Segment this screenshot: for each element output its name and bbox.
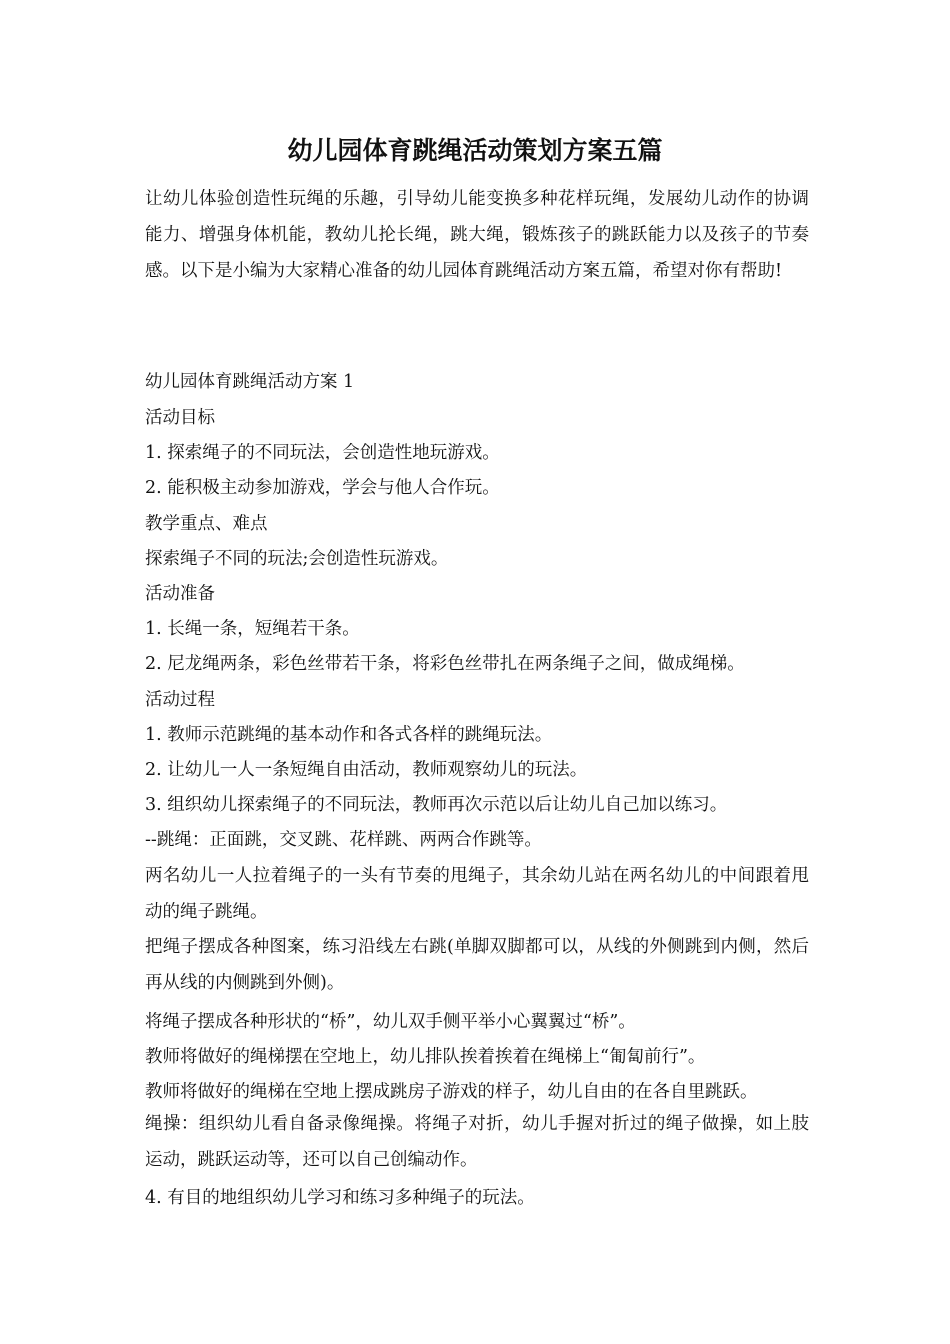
process-heading: 活动过程	[145, 690, 215, 710]
preparation-item-1: 1. 长绳一条，短绳若干条。	[145, 619, 360, 639]
goals-heading: 活动目标	[145, 408, 215, 428]
document-title: 幼儿园体育跳绳活动策划方案五篇	[287, 136, 663, 165]
section-heading: 幼儿园体育跳绳活动方案 1	[145, 372, 355, 392]
goal-item-1: 1. 探索绳子的不同玩法，会创造性地玩游戏。	[145, 443, 500, 463]
two-kids-paragraph: 两名幼儿一人拉着绳子的一头有节奏的甩绳子，其余幼儿站在两名幼儿的中间跟着甩动的绳子跳绳。	[145, 866, 809, 922]
hopscotch-line: 教师将做好的绳梯在空地上摆成跳房子游戏的样子，幼儿自由的在各自里跳跃。	[145, 1082, 758, 1102]
process-step-1: 1. 教师示范跳绳的基本动作和各式各样的跳绳玩法。	[145, 725, 553, 745]
key-points-heading: 教学重点、难点	[145, 514, 268, 534]
preparation-item-2: 2. 尼龙绳两条，彩色丝带若干条，将彩色丝带扎在两条绳子之间，做成绳梯。	[145, 654, 745, 674]
ladder-line: 教师将做好的绳梯摆在空地上，幼儿排队挨着挨着在绳梯上“匍匐前行”。	[145, 1047, 706, 1067]
rope-exercise-paragraph: 绳操：组织幼儿看自备录像绳操。将绳子对折，幼儿手握对折过的绳子做操，如上肢运动，跳跃运动等，还可以自己创编动作。	[145, 1114, 809, 1170]
preparation-heading: 活动准备	[145, 584, 215, 604]
key-points-text: 探索绳子不同的玩法;会创造性玩游戏。	[145, 549, 449, 569]
patterns-paragraph: 把绳子摆成各种图案，练习沿线左右跳(单脚双脚都可以，从线的外侧跳到内侧，然后再从线的内侧跳到外侧)。	[145, 937, 809, 993]
goal-item-2: 2. 能积极主动参加游戏，学会与他人合作玩。	[145, 478, 500, 498]
process-step-2: 2. 让幼儿一人一条短绳自由活动，教师观察幼儿的玩法。	[145, 760, 588, 780]
bridge-line: 将绳子摆成各种形状的“桥”，幼儿双手侧平举小心翼翼过“桥”。	[145, 1012, 636, 1032]
intro-paragraph: 让幼儿体验创造性玩绳的乐趣，引导幼儿能变换多种花样玩绳，发展幼儿动作的协调能力、增强身体机能，教幼儿抡长绳，跳大绳，锻炼孩子的跳跃能力以及孩子的节奏感。以下是小编为大家精心准备的幼儿园体育跳绳活动方案五篇，希望对你有帮助!	[145, 189, 809, 281]
jump-rope-line: --跳绳：正面跳，交叉跳、花样跳、两两合作跳等。	[145, 830, 542, 850]
process-step-3: 3. 组织幼儿探索绳子的不同玩法，教师再次示范以后让幼儿自己加以练习。	[145, 795, 728, 815]
process-step-4: 4. 有目的地组织幼儿学习和练习多种绳子的玩法。	[145, 1188, 535, 1208]
